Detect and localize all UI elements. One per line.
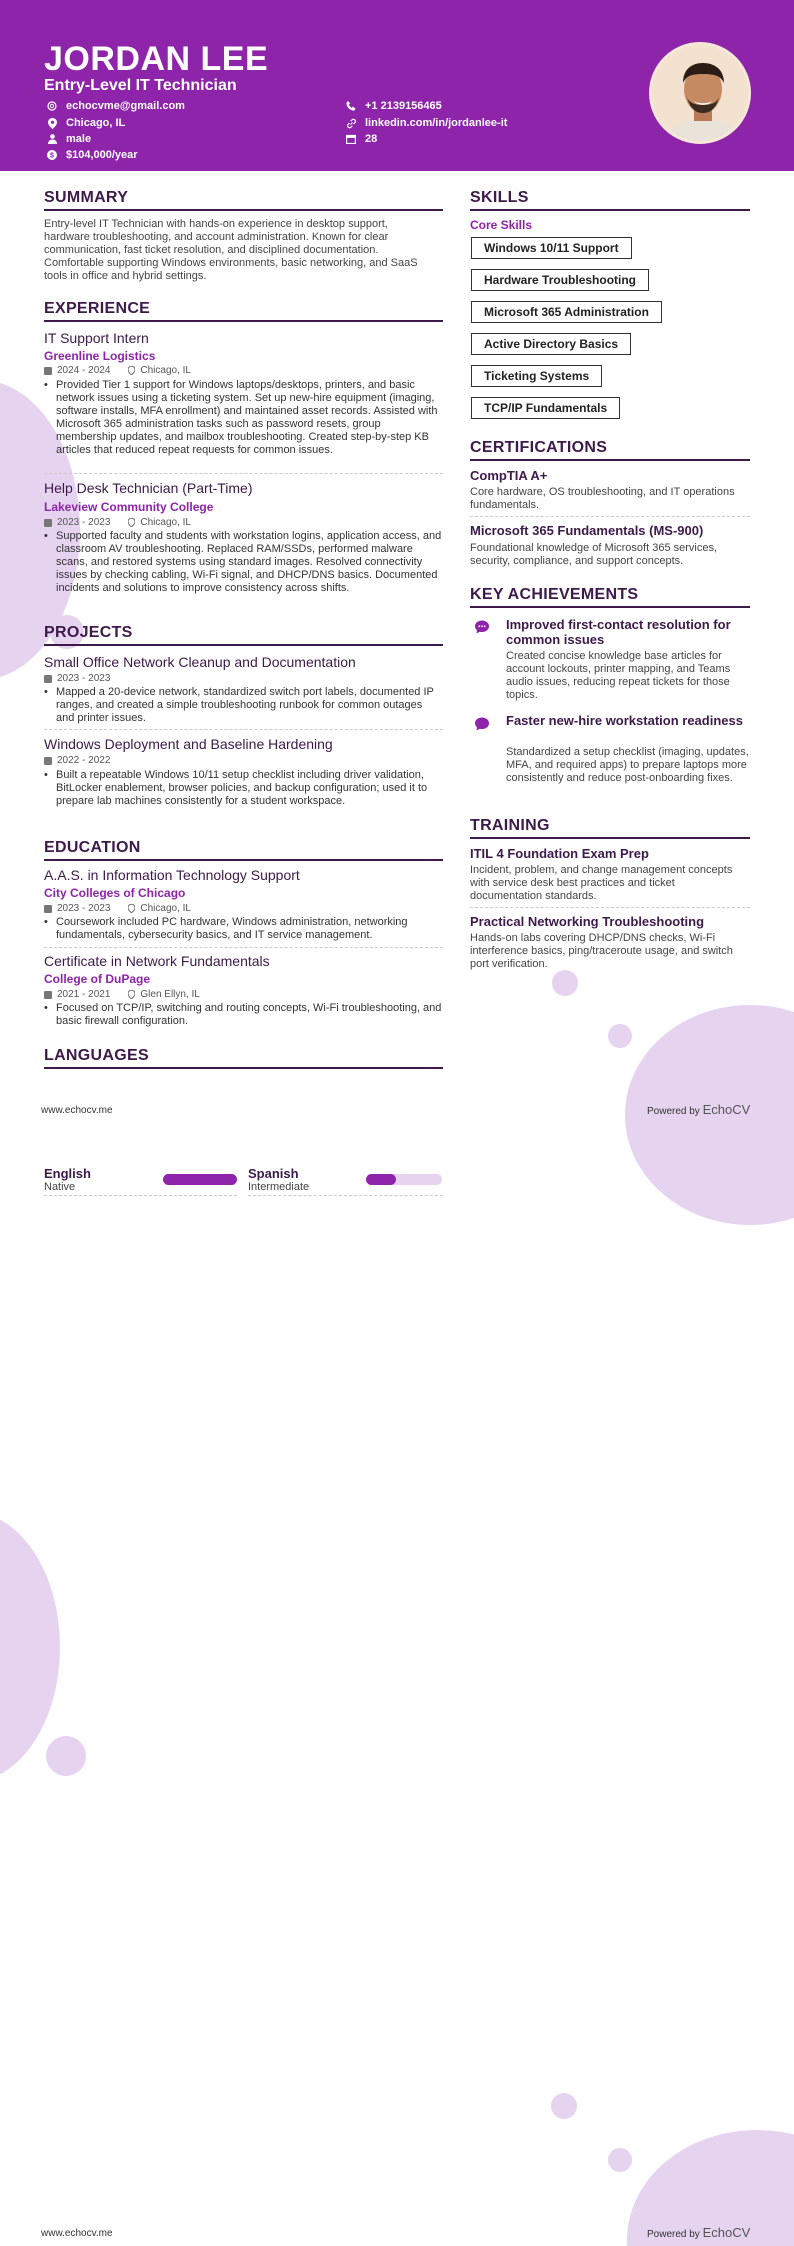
map-pin-icon xyxy=(128,990,135,999)
education-degree: Certificate in Network Fundamentals xyxy=(44,953,270,969)
training-heading: TRAINING xyxy=(470,817,750,839)
achievements-heading: KEY ACHIEVEMENTS xyxy=(470,586,750,608)
training-title: ITIL 4 Foundation Exam Prep xyxy=(470,846,649,861)
phone-icon xyxy=(344,99,358,113)
gender-text: male xyxy=(66,133,92,145)
achievement-title: Improved first-contact resolution for common issues xyxy=(506,617,731,647)
language-proficiency-fill xyxy=(163,1174,237,1185)
salary-contact xyxy=(45,148,138,162)
skill-tag: TCP/IP Fundamentals xyxy=(471,397,620,419)
job-title: Entry-Level IT Technician xyxy=(44,77,237,94)
education-meta xyxy=(44,903,191,914)
calendar-icon xyxy=(44,675,52,683)
footer-powered-label: Powered by xyxy=(647,1106,700,1117)
project-meta xyxy=(44,673,110,684)
education-heading: EDUCATION xyxy=(44,839,443,861)
achievement-title: Faster new-hire workstation readiness xyxy=(506,713,743,728)
divider xyxy=(44,473,443,474)
footer-brand: EchoCV xyxy=(702,2225,751,2240)
linkedin-contact[interactable] xyxy=(344,116,507,130)
email-contact[interactable] xyxy=(45,99,185,113)
education-school: College of DuPage xyxy=(44,972,151,986)
education-location: Chicago, IL xyxy=(140,903,191,914)
footer-powered xyxy=(647,2225,750,2240)
divider xyxy=(248,1195,443,1196)
project-bullet: • Built a repeatable Windows 10/11 setup checklist including driver validation, BitLocker enablement, browser policies, and backup configuration; used it to prepare lab machines consistently for a student workspace. xyxy=(44,769,442,808)
map-pin-icon xyxy=(45,116,59,130)
linkedin-text[interactable]: linkedin.com/in/jordanlee-it xyxy=(365,117,508,129)
training-text: Hands-on labs covering DHCP/DNS checks, Wi-Fi interference basics, ping/traceroute usage, and switch port verification. xyxy=(470,932,733,970)
experience-role: IT Support Intern xyxy=(44,330,149,346)
calendar-icon xyxy=(44,367,52,375)
experience-meta xyxy=(44,365,191,376)
footer-brand: EchoCV xyxy=(702,1102,751,1117)
project-title: Windows Deployment and Baseline Hardening xyxy=(44,736,333,752)
certification-title: CompTIA A+ xyxy=(470,468,548,483)
footer-site[interactable]: www.echocv.me xyxy=(41,2228,113,2239)
phone-contact[interactable] xyxy=(344,99,442,113)
languages-heading: LANGUAGES xyxy=(44,1047,443,1069)
candidate-name: JORDAN LEE xyxy=(44,40,269,78)
age-text: 28 xyxy=(365,133,378,145)
calendar-icon xyxy=(44,519,52,527)
gender-contact xyxy=(45,132,91,146)
language-name: English xyxy=(44,1166,91,1181)
education-school: City Colleges of Chicago xyxy=(44,886,186,900)
language-proficiency-bar xyxy=(366,1174,442,1185)
calendar-icon xyxy=(44,991,52,999)
certifications-heading: CERTIFICATIONS xyxy=(470,439,750,461)
decor-circle xyxy=(46,1736,86,1776)
location-text: Chicago, IL xyxy=(66,117,126,129)
skills-heading: SKILLS xyxy=(470,189,750,211)
education-dates: 2023 - 2023 xyxy=(57,903,111,914)
experience-location: Chicago, IL xyxy=(140,517,191,528)
calendar-icon xyxy=(344,132,358,146)
project-dates: 2023 - 2023 xyxy=(57,673,111,684)
project-bullet: • Mapped a 20-device network, standardized switch port labels, documented IP ranges, and created a simple troubleshooting runbook for common outages and printer issues. xyxy=(44,686,442,725)
training-text: Incident, problem, and change management concepts with service desk best practices and ticket documentation standards. xyxy=(470,864,733,902)
skills-subheading: Core Skills xyxy=(470,218,533,232)
language-proficiency-bar xyxy=(163,1174,237,1185)
education-degree: A.A.S. in Information Technology Support xyxy=(44,867,300,883)
language-level: Native xyxy=(44,1181,76,1193)
achievement-text: Standardized a setup checklist (imaging, updates, MFA, and required apps) to prepare laptops more consistently and reduce post-onboarding fixes. xyxy=(506,746,749,784)
language-level: Intermediate xyxy=(248,1181,310,1193)
education-bullet: • Focused on TCP/IP, switching and routing concepts, Wi-Fi troubleshooting, and basic firewall configuration. xyxy=(44,1002,442,1028)
person-icon xyxy=(45,132,59,146)
language-proficiency-fill xyxy=(366,1174,396,1185)
divider xyxy=(44,729,443,730)
experience-dates: 2024 - 2024 xyxy=(57,365,111,376)
certification-text: Core hardware, OS troubleshooting, and IT operations fundamentals. xyxy=(470,486,735,511)
education-location: Glen Ellyn, IL xyxy=(140,989,200,1000)
certification-title: Microsoft 365 Fundamentals (MS-900) xyxy=(470,523,704,538)
education-bullet: • Coursework included PC hardware, Windows administration, networking fundamentals, cybersecurity basics, and IT service management. xyxy=(44,916,442,942)
project-dates: 2022 - 2022 xyxy=(57,755,111,766)
education-meta xyxy=(44,989,200,1000)
language-name: Spanish xyxy=(248,1166,299,1181)
experience-org: Greenline Logistics xyxy=(44,349,156,363)
decor-circle xyxy=(608,2148,632,2172)
link-icon xyxy=(344,116,358,130)
projects-heading: PROJECTS xyxy=(44,624,443,646)
divider xyxy=(470,907,750,908)
email-text[interactable]: echocvme@gmail.com xyxy=(66,100,185,112)
chat-bubble-icon xyxy=(474,716,490,732)
map-pin-icon xyxy=(128,904,135,913)
location-contact xyxy=(45,116,125,130)
age-contact xyxy=(344,132,377,146)
training-title: Practical Networking Troubleshooting xyxy=(470,914,705,929)
education-dates: 2021 - 2021 xyxy=(57,989,111,1000)
summary-heading: SUMMARY xyxy=(44,189,443,211)
certification-text: Foundational knowledge of Microsoft 365 services, security, compliance, and support concepts. xyxy=(470,542,718,567)
dollar-icon xyxy=(45,148,59,162)
divider xyxy=(44,1195,237,1196)
skill-tag: Microsoft 365 Administration xyxy=(471,301,662,323)
header xyxy=(0,0,794,171)
calendar-icon xyxy=(44,757,52,765)
summary-text: Entry-level IT Technician with hands-on experience in desktop support, hardware troubleshooting, and account administration. Known for clear communication, fast ticket resolution, and disciplined documentation. Comfortable supporting Windows environments, basic networking, and SaaS tools in office and hybrid settings. xyxy=(44,218,418,282)
achievement-text: Created concise knowledge base articles for account lockouts, printer mapping, and Teams audio issues, reducing repeat tickets for those topics. xyxy=(506,650,731,701)
decor-circle xyxy=(608,1024,632,1048)
skill-tag: Hardware Troubleshooting xyxy=(471,269,649,291)
experience-dates: 2023 - 2023 xyxy=(57,517,111,528)
experience-meta xyxy=(44,517,191,528)
experience-bullet: • Provided Tier 1 support for Windows laptops/desktops, printers, and basic network issues using a ticketing system. Set up new-hire equipment (imaging, software installs, MFA enrollment) and maintained asset records. Assisted with Microsoft 365 administration tasks such as password resets, group membership updates, and mailbox troubleshooting. Created step-by-step KB articles that reduced repeat requests for common issues. xyxy=(44,379,442,457)
skill-tag: Active Directory Basics xyxy=(471,333,631,355)
salary-text: $104,000/year xyxy=(66,149,138,161)
divider xyxy=(470,516,750,517)
footer-powered xyxy=(647,1102,750,1117)
experience-role: Help Desk Technician (Part-Time) xyxy=(44,480,253,496)
map-pin-icon xyxy=(128,518,135,527)
project-title: Small Office Network Cleanup and Documentation xyxy=(44,654,356,670)
project-meta xyxy=(44,755,110,766)
divider xyxy=(44,947,443,948)
chat-bubble-icon xyxy=(474,619,490,635)
svg-text:$: $ xyxy=(50,152,54,160)
decor-circle xyxy=(552,970,578,996)
decor-circle xyxy=(551,2093,577,2119)
skill-tag: Windows 10/11 Support xyxy=(471,237,632,259)
profile-photo xyxy=(649,42,751,144)
footer-site[interactable]: www.echocv.me xyxy=(41,1105,113,1116)
experience-org: Lakeview Community College xyxy=(44,500,214,514)
experience-location: Chicago, IL xyxy=(140,365,191,376)
experience-heading: EXPERIENCE xyxy=(44,300,443,322)
phone-text[interactable]: +1 2139156465 xyxy=(365,100,442,112)
experience-bullet: • Supported faculty and students with workstation logins, application access, and classroom AV troubleshooting. Replaced RAM/SSDs, performed malware scans, and restored systems using standard images. Resolved connectivity issues by checking cabling, Wi-Fi signal, and DHCP/DNS basics. Documented incidents and solutions to improve consistency across shifts. xyxy=(44,530,442,595)
calendar-icon xyxy=(44,905,52,913)
map-pin-icon xyxy=(128,366,135,375)
footer-powered-label: Powered by xyxy=(647,2229,700,2240)
skill-tag: Ticketing Systems xyxy=(471,365,602,387)
at-icon xyxy=(45,99,59,113)
